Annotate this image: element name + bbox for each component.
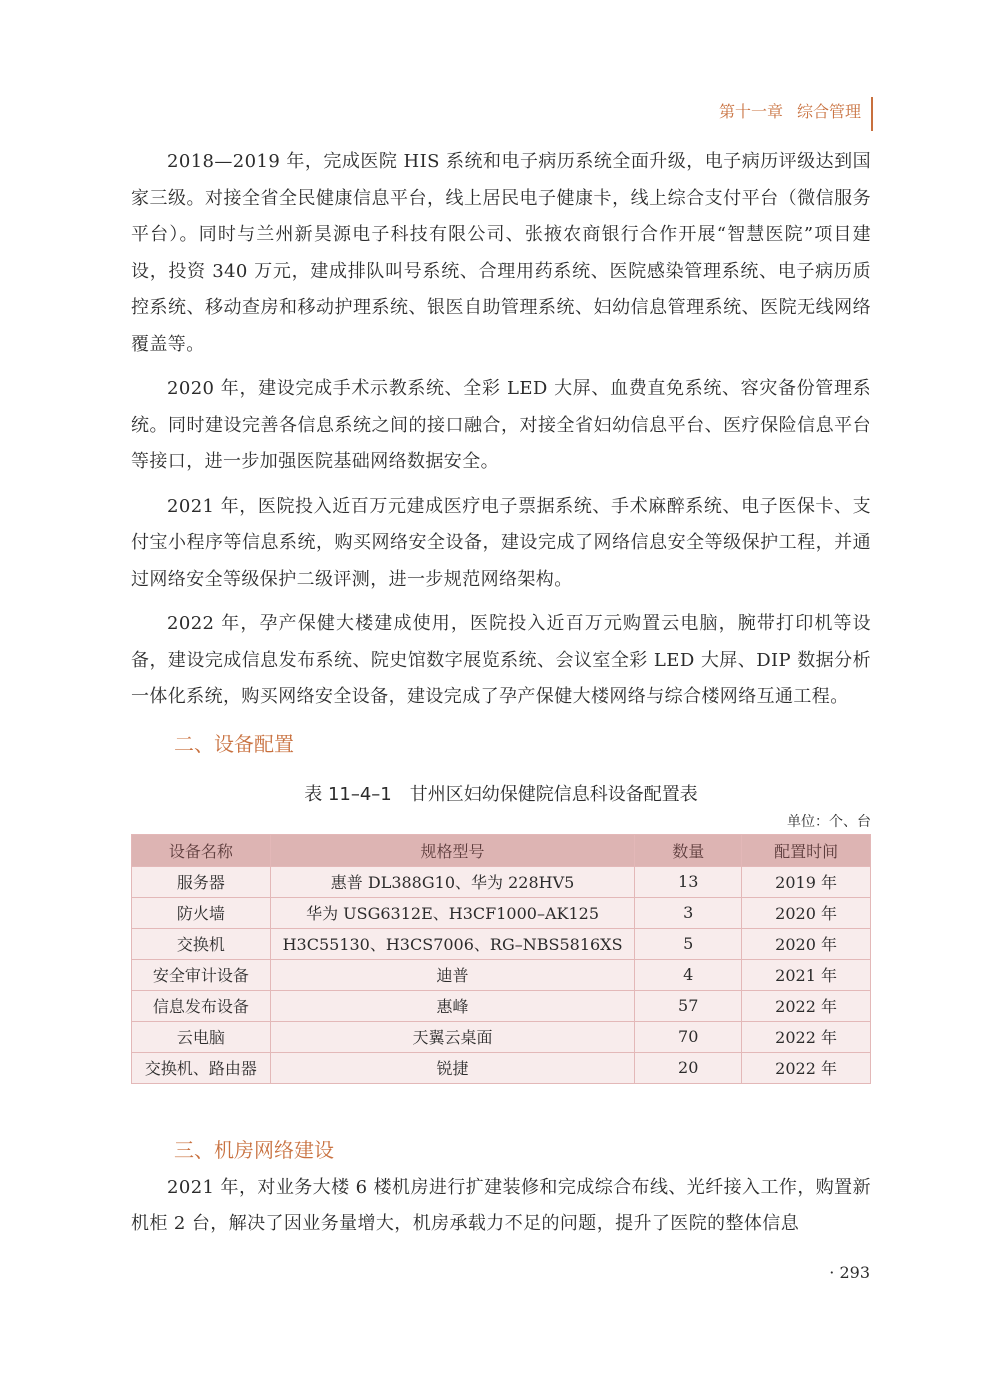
table-cell: 交换机、路由器 <box>132 1052 271 1083</box>
table-cell: 5 <box>635 928 742 959</box>
table-cell: H3C55130、H3CS7006、RG–NBS5816XS <box>270 928 635 959</box>
chapter-title: 综合管理 <box>796 102 861 121</box>
table-cell: 2020 年 <box>742 928 871 959</box>
running-header <box>705 97 873 131</box>
page-number: · 293 <box>829 1263 870 1282</box>
table-cell: 2020 年 <box>742 897 871 928</box>
table-caption: 表 11–4–1 甘州区妇幼保健院信息科设备配置表 <box>304 783 698 805</box>
table-row <box>132 897 871 928</box>
column-header: 设备名称 <box>132 834 271 866</box>
equipment-table <box>131 834 871 1084</box>
column-header: 配置时间 <box>742 834 871 866</box>
table-row <box>132 1052 871 1083</box>
section-title-server-room: 三、机房网络建设 <box>174 1137 334 1162</box>
table-cell: 2022 年 <box>742 1021 871 1052</box>
table-row <box>132 1021 871 1052</box>
table-cell: 安全审计设备 <box>132 959 271 990</box>
table-cell: 3 <box>635 897 742 928</box>
table-cell: 防火墙 <box>132 897 271 928</box>
table-cell: 交换机 <box>132 928 271 959</box>
paragraph-server-room: 2021 年，对业务大楼 6 楼机房进行扩建装修和完成综合布线、光纤接入工作，购置新机柜 2 台，解决了因业务量增大，机房承载力不足的问题，提升了医院的整体信息 <box>131 1176 871 1234</box>
table-cell: 云电脑 <box>132 1021 271 1052</box>
table-cell: 2019 年 <box>742 866 871 897</box>
table-cell: 13 <box>635 866 742 897</box>
table-row <box>132 928 871 959</box>
table-cell: 锐捷 <box>270 1052 635 1083</box>
chapter-label: 第十一章 <box>718 102 783 121</box>
table-cell: 70 <box>635 1021 742 1052</box>
table-row <box>132 866 871 897</box>
table-cell: 惠峰 <box>270 990 635 1021</box>
table-cell: 华为 USG6312E、H3CF1000–AK125 <box>270 897 635 928</box>
table-cell: 迪普 <box>270 959 635 990</box>
paragraph-2022: 2022 年，孕产保健大楼建成使用，医院投入近百万元购置云电脑，腕带打印机等设备，建设完成信息发布系统、院史馆数字展览系统、会议室全彩 LED 大屏、DIP 数据分析一体化系统，购买网络安全设备，建设完成了孕产保健大楼网络与综合楼网络互通工程。 <box>131 613 871 707</box>
table-cell: 信息发布设备 <box>132 990 271 1021</box>
paragraph-2018-2019: 2018—2019 年，完成医院 HIS 系统和电子病历系统全面升级，电子病历评级达到国家三级。对接全省全民健康信息平台，线上居民电子健康卡，线上综合支付平台（微信服务平台）。同时与兰州新昊源电子科技有限公司、张掖农商银行合作开展“智慧医院”项目建设，投资 340 万元，建成排队叫号系统、合理用药系统、医院感染管理系统、电子病历质控系统、移动查房和移动护理系统、银医自助管理系统、妇幼信息管理系统、医院无线网络覆盖等。 <box>131 151 871 355</box>
table-row <box>132 959 871 990</box>
column-header: 规格型号 <box>270 834 635 866</box>
table-header-row <box>132 834 871 866</box>
table-cell: 4 <box>635 959 742 990</box>
paragraph-2020: 2020 年，建设完成手术示教系统、全彩 LED 大屏、血费直免系统、容灾备份管理系统。同时建设完善各信息系统之间的接口融合，对接全省妇幼信息平台、医疗保险信息平台等接口，进一步加强医院基础网络数据安全。 <box>131 378 871 472</box>
table-cell: 2022 年 <box>742 1052 871 1083</box>
page-content <box>131 144 871 1251</box>
column-header: 数量 <box>635 834 742 866</box>
table-cell: 57 <box>635 990 742 1021</box>
table-unit: 单位：个、台 <box>787 813 871 830</box>
table-cell: 2022 年 <box>742 990 871 1021</box>
table-cell: 天翼云桌面 <box>270 1021 635 1052</box>
table-cell: 惠普 DL388G10、华为 228HV5 <box>270 866 635 897</box>
table-cell: 2021 年 <box>742 959 871 990</box>
table-cell: 服务器 <box>132 866 271 897</box>
section-title-equipment: 二、设备配置 <box>174 731 294 756</box>
paragraph-2021: 2021 年，医院投入近百万元建成医疗电子票据系统、手术麻醉系统、电子医保卡、支付宝小程序等信息系统，购买网络安全设备，建设完成了网络信息安全等级保护工程，并通过网络安全等级保护二级评测，进一步规范网络架构。 <box>131 495 871 590</box>
table-row <box>132 990 871 1021</box>
table-cell: 20 <box>635 1052 742 1083</box>
